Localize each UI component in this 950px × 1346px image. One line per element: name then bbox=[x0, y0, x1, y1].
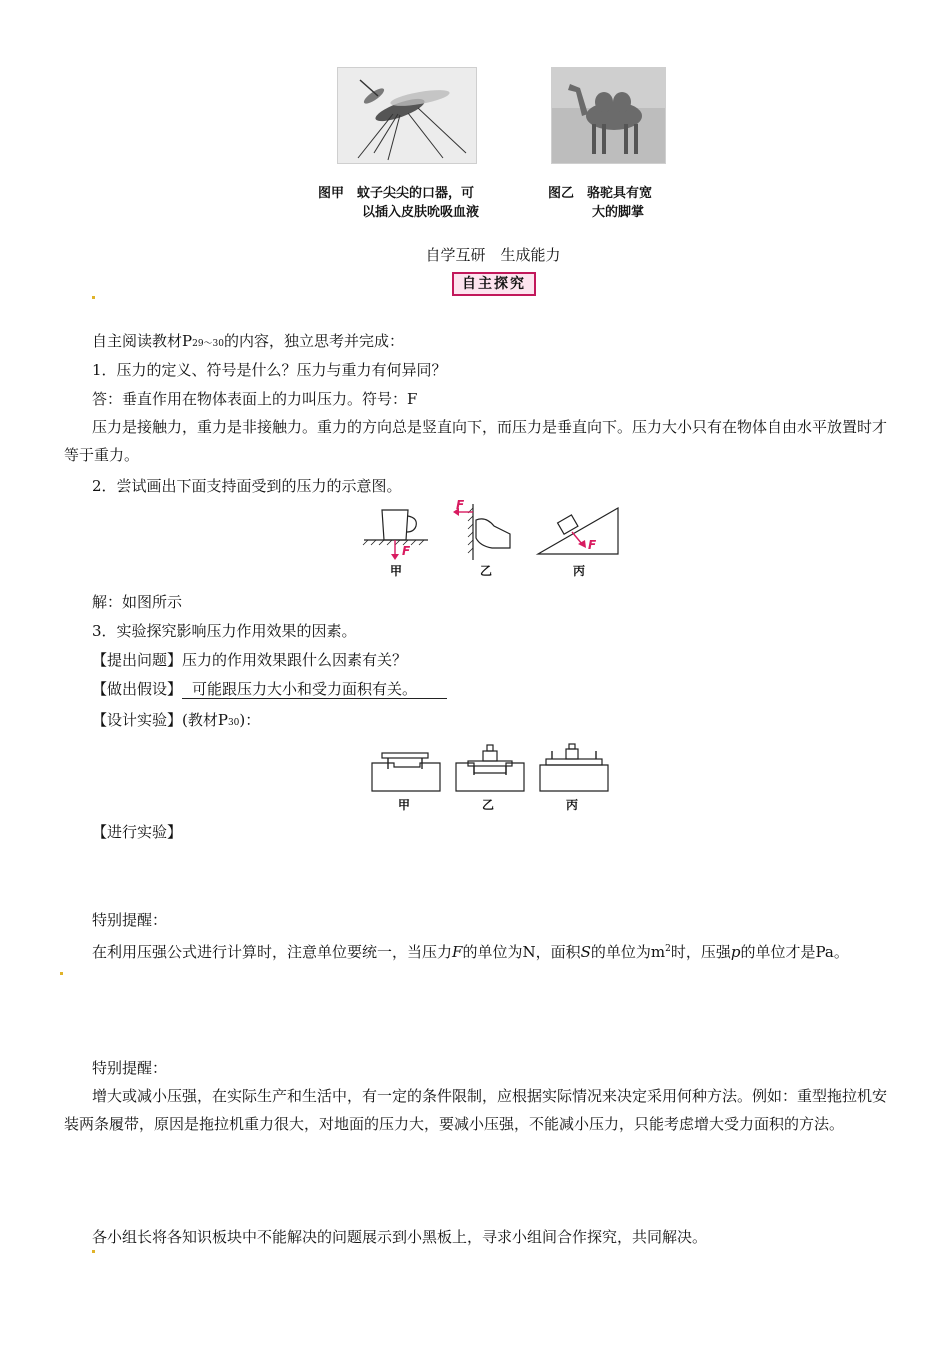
diagram-label-a: 甲 bbox=[390, 564, 403, 578]
experiment-label-b: 乙 bbox=[482, 798, 495, 812]
tip1-text bbox=[64, 935, 894, 966]
q3-hypothesis bbox=[92, 679, 447, 699]
tip1-text-b: 的单位为N，面积 bbox=[462, 943, 581, 961]
intro-suffix: 的内容，独立思考并完成： bbox=[224, 332, 405, 350]
section-title: 自学互研 生成能力 bbox=[425, 246, 561, 264]
hypothesis-label: 【做出假设】 bbox=[92, 680, 183, 698]
tip1-text-c: 的单位为m bbox=[590, 943, 666, 961]
experiment-label-a: 甲 bbox=[398, 798, 411, 812]
decor-mark bbox=[60, 972, 63, 975]
mosquito-illustration bbox=[338, 68, 476, 163]
q1-answer: 答：垂直作用在物体表面上的力叫压力。符号：F bbox=[92, 390, 418, 408]
q2-question: 2．尝试画出下面支持面受到的压力的示意图。 bbox=[92, 477, 402, 495]
q3-design bbox=[92, 710, 260, 733]
intro-prefix: 自主阅读教材P bbox=[92, 332, 193, 350]
tip1-var-p: p bbox=[730, 943, 741, 961]
q1-explanation: 压力是接触力，重力是非接触力。重力的方向总是竖直向下，而压力是垂直向下。压力大小只有在物体自由水平放置时才等于重力。 bbox=[64, 418, 888, 464]
closing-text: 各小组长将各知识板块中不能解决的问题展示到小黑板上，寻求小组间合作探究，共同解决。 bbox=[92, 1228, 708, 1246]
experiment-diagram-svg bbox=[370, 743, 610, 795]
intro-pages: 29～30 bbox=[192, 339, 224, 349]
q3-question: 3．实验探究影响压力作用效果的因素。 bbox=[92, 622, 357, 640]
tip1-sup: 2 bbox=[665, 944, 671, 954]
camel-photo bbox=[551, 67, 666, 164]
diagram-label-b: 乙 bbox=[480, 564, 493, 578]
figure-b-caption-line2: 大的脚掌 bbox=[592, 205, 645, 220]
q2-solution: 解：如图所示 bbox=[92, 593, 183, 611]
tip1-title: 特别提醒： bbox=[92, 911, 168, 929]
q3-ask: 【提出问题】压力的作用效果跟什么因素有关？ bbox=[92, 651, 408, 669]
design-prefix: 【设计实验】(教材P bbox=[92, 711, 228, 729]
mosquito-photo bbox=[337, 67, 477, 164]
decor-mark bbox=[92, 1250, 95, 1253]
figure-b-caption-line1: 图乙 骆驼具有宽 bbox=[548, 186, 653, 201]
diagram-force-label-c: F bbox=[588, 538, 597, 552]
experiment-diagram bbox=[370, 743, 610, 813]
figure-a-caption-line2: 以插入皮肤吮吸血液 bbox=[362, 205, 480, 220]
design-page: 30 bbox=[227, 718, 240, 728]
figure-b-caption bbox=[548, 184, 652, 222]
tip1-var-s: S bbox=[580, 943, 591, 961]
experiment-label-c: 丙 bbox=[566, 798, 579, 812]
intro-line bbox=[92, 331, 404, 354]
tip1-text-d: 时，压强 bbox=[670, 943, 731, 961]
design-suffix: )： bbox=[239, 711, 261, 729]
figure-a-caption-line1: 图甲 蚊子尖尖的口器，可 bbox=[318, 186, 475, 201]
q1-question: 1．压力的定义、符号是什么？压力与重力有何异同？ bbox=[92, 361, 447, 379]
decor-mark bbox=[92, 296, 95, 299]
tip1-var-f: F bbox=[452, 943, 463, 961]
diagram-force-label-a: F bbox=[402, 544, 411, 558]
self-study-badge: 自主探究 bbox=[452, 272, 536, 296]
support-force-diagram bbox=[360, 498, 622, 578]
tip1-text-e: 的单位才是Pa。 bbox=[740, 943, 849, 961]
figure-a-caption bbox=[318, 184, 479, 222]
q3-conduct: 【进行实验】 bbox=[92, 823, 183, 841]
tip2-text: 增大或减小压强，在实际生产和生活中，有一定的条件限制，应根据实际情况来决定采用何种方法。例如：重型拖拉机安装两条履带，原因是拖拉机重力很大，对地面的压力大，要减小压强，不能减小压力，只能考虑增大受力面积的方法。 bbox=[64, 1087, 888, 1133]
diagram-label-c: 丙 bbox=[573, 564, 586, 578]
diagram-force-label-b: F bbox=[456, 498, 465, 512]
hypothesis-answer: 可能跟压力大小和受力面积有关。 bbox=[182, 680, 447, 699]
camel-illustration bbox=[552, 68, 665, 163]
tip2-title: 特别提醒： bbox=[92, 1059, 168, 1077]
tip1-text-a: 在利用压强公式进行计算时，注意单位要统一，当压力 bbox=[92, 943, 453, 961]
